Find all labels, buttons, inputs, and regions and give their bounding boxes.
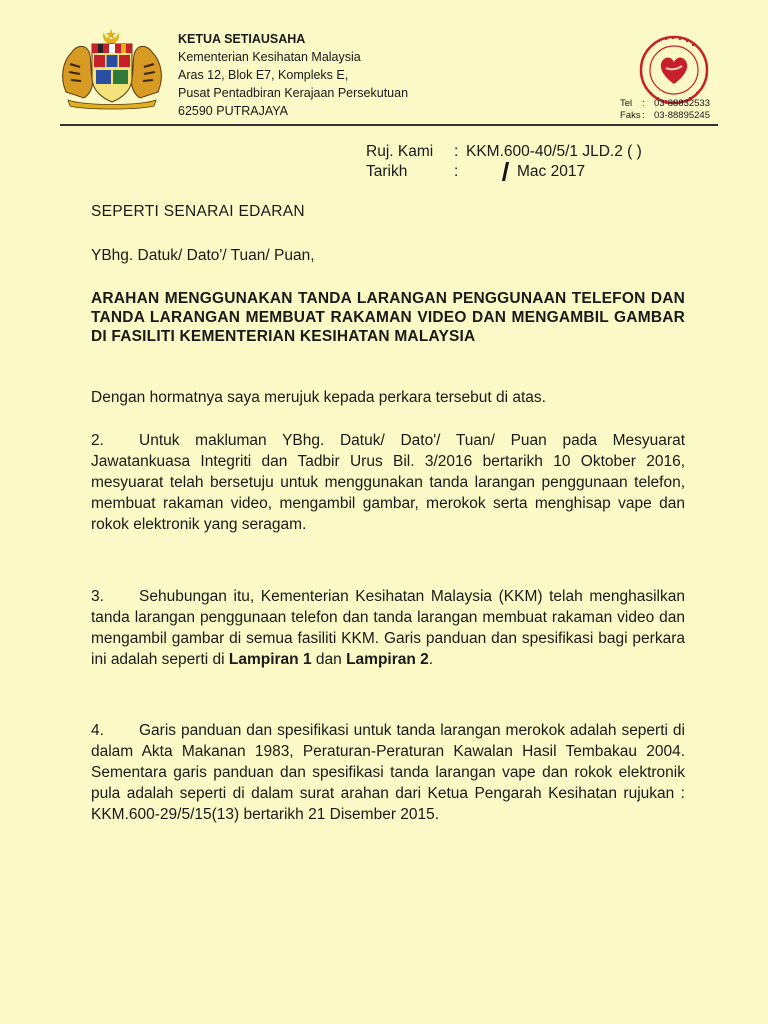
reference-row — [366, 142, 642, 162]
date-row — [366, 162, 642, 182]
contact-separator: : — [642, 98, 645, 109]
handwritten-day-mark — [502, 162, 509, 181]
tarikh-value: Mac 2017 — [517, 163, 586, 180]
contact-separator: : — [642, 110, 645, 121]
contact-label: Faks — [620, 110, 641, 121]
contact-row — [620, 110, 710, 122]
letterhead-line: Kementerian Kesihatan Malaysia — [178, 50, 361, 64]
contact-row — [620, 98, 710, 110]
contact-value: 03-88895245 — [654, 110, 710, 121]
letterhead-line: Aras 12, Blok E7, Kompleks E, — [178, 68, 349, 82]
lampiran-1-reference: Lampiran 1 — [228, 651, 312, 668]
tarikh-colon: : — [454, 163, 459, 180]
paragraph-number: 4. — [91, 722, 104, 739]
letterhead-title: KETUA SETIAUSAHA — [178, 32, 306, 46]
ruj-value: KKM.600-40/5/1 JLD.2 ( ) — [466, 143, 642, 160]
paragraph-4 — [91, 720, 685, 825]
opening-paragraph: Dengan hormatnya saya merujuk kepada perkara tersebut di atas. — [91, 389, 546, 406]
letterhead-contact — [620, 98, 710, 122]
paragraph-2 — [91, 430, 685, 535]
lampiran-2-reference: Lampiran 2 — [346, 651, 429, 668]
paragraph-text: Garis panduan dan spesifikasi untuk tanda larangan merokok adalah seperti di dalam Akta Makanan 1983, Peraturan-Peraturan Kawalan Hasil Tembakau 2004. Sementara garis panduan dan spesifikasi tanda larangan vape dan rokok elektronik pula adalah seperti di dalam surat arahan dari Ketua Pengarah Kesihatan rujukan : KKM.600-29/5/15(13) bertarikh 21 Disember 2015. — [91, 722, 685, 823]
paragraph-text: Sehubungan itu, Kementerian Kesihatan Malaysia (KKM) telah menghasilkan tanda larangan penggunaan telefon dan tanda larangan membuat rakaman video dan mengambil gambar di semua fasiliti KKM. Garis panduan dan spesifikasi bagi perkara ini adalah seperti di — [91, 588, 685, 668]
malaysia-coat-of-arms-icon — [54, 28, 170, 110]
letterhead-address — [178, 30, 408, 120]
recipient: SEPERTI SENARAI EDARAN — [91, 203, 305, 220]
tarikh-label: Tarikh — [366, 163, 408, 180]
contact-label: Tel — [620, 98, 633, 109]
contact-value: 03-88832533 — [654, 98, 710, 109]
paragraph-text: dan — [315, 651, 342, 668]
subject-heading: ARAHAN MENGGUNAKAN TANDA LARANGAN PENGGUNAAN TELEFON DAN TANDA LARANGAN MEMBUAT RAKAMAN VIDEO DAN MENGAMBIL GAMBAR DI FASILITI KEMENTERIAN KESIHATAN MALAYSIA — [91, 290, 685, 345]
ministry-badge-icon — [638, 34, 710, 106]
paragraph-end: . — [428, 651, 434, 668]
paragraph-number: 2. — [91, 432, 104, 449]
paragraph-3 — [91, 586, 685, 670]
ruj-label: Ruj. Kami — [366, 143, 434, 160]
paragraph-text: Untuk makluman YBhg. Datuk/ Dato'/ Tuan/ Puan pada Mesyuarat Jawatankuasa Integriti dan Tadbir Urus Bil. 3/2016 bertarikh 10 Oktober 2016, mesyuarat telah bersetuju untuk menggunakan tanda larangan penggunaan telefon, membuat rakaman video, mengambil gambar, merokok serta menghisap vape dan rokok elektronik yang seragam. — [91, 432, 685, 533]
letterhead-line: 62590 PUTRAJAYA — [178, 104, 289, 118]
paragraph-number: 3. — [91, 588, 104, 605]
salutation: YBhg. Datuk/ Dato'/ Tuan/ Puan, — [91, 247, 315, 264]
letterhead-line: Pusat Pentadbiran Kerajaan Persekutuan — [178, 86, 409, 100]
reference-block — [366, 142, 642, 182]
letterhead-divider — [60, 124, 718, 126]
ruj-colon: : — [454, 143, 459, 160]
